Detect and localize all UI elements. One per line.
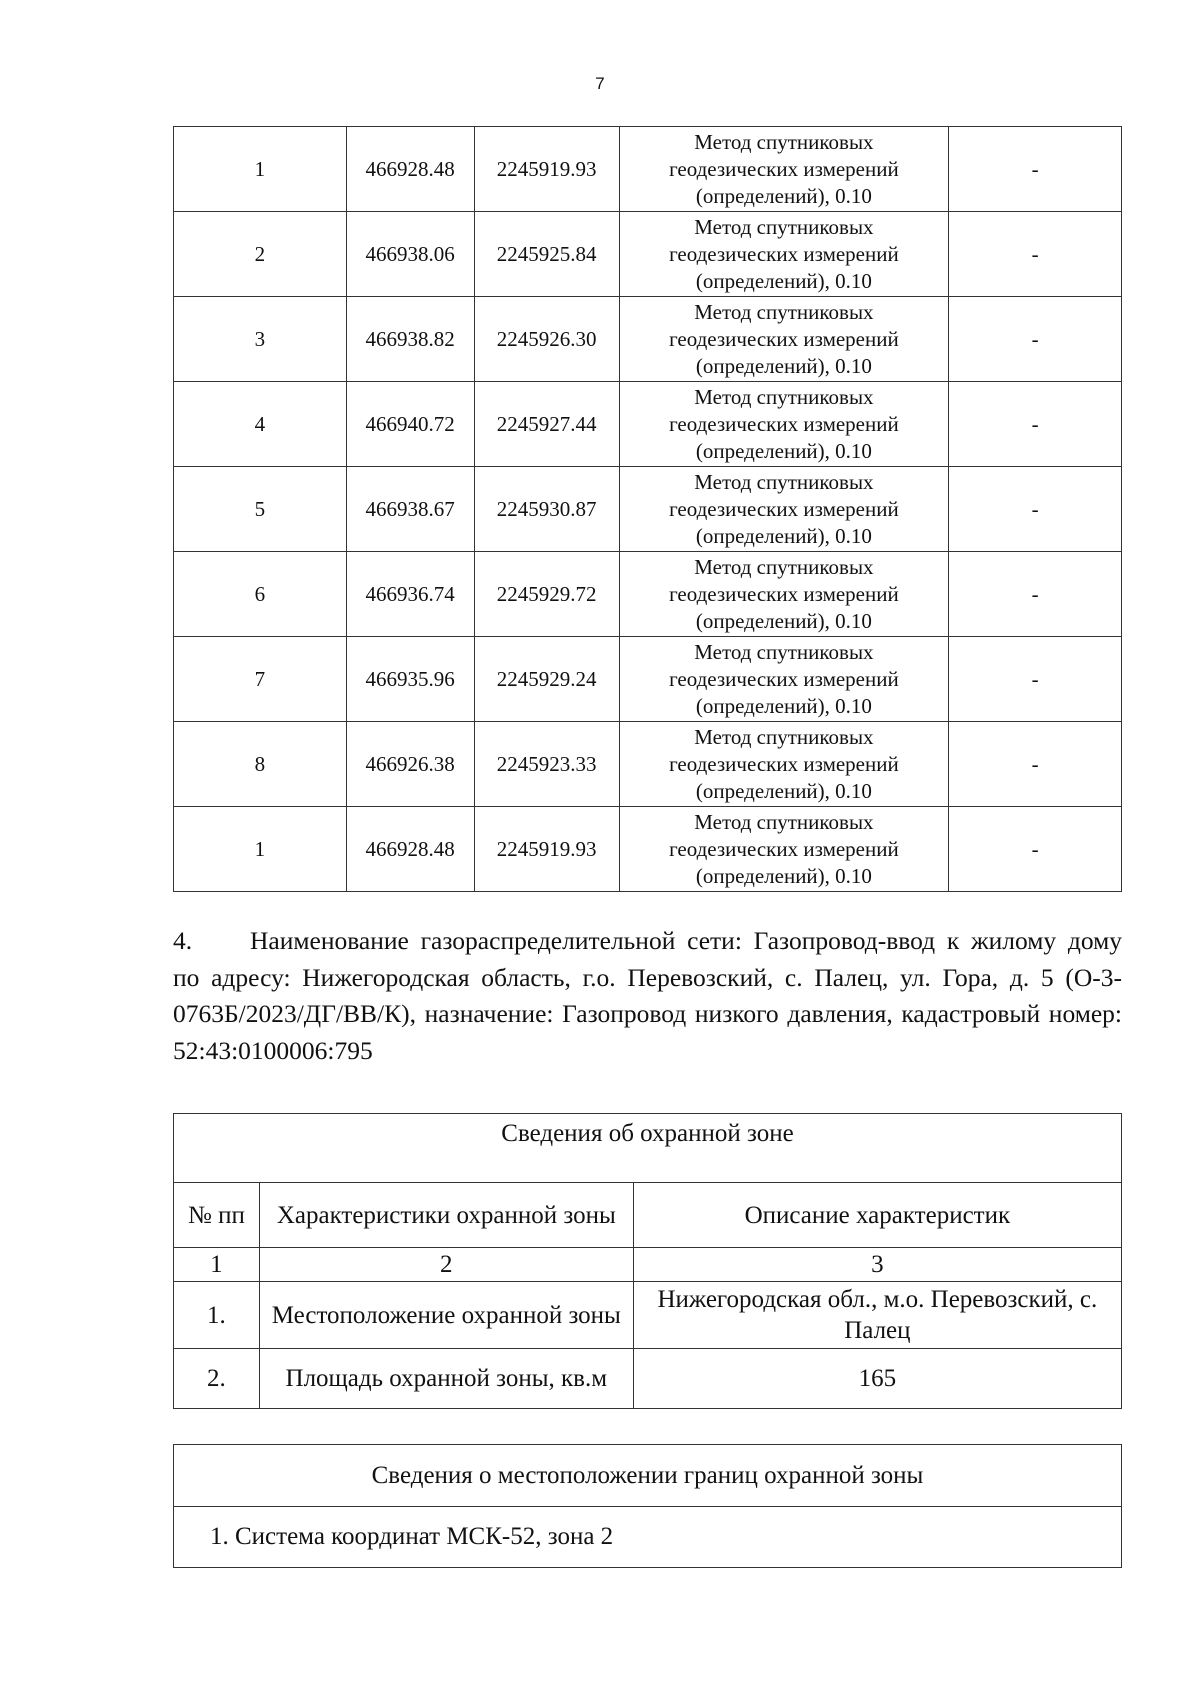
- note-cell: -: [949, 212, 1122, 297]
- protection-zone-table: [173, 1113, 1122, 1409]
- note-cell: -: [949, 637, 1122, 722]
- method-line: (определений), 0.10: [695, 778, 872, 803]
- y-coordinate-cell: 2245919.93: [474, 807, 619, 892]
- row-description: 165: [633, 1349, 1121, 1409]
- method-line: (определений), 0.10: [695, 693, 872, 718]
- section-number: 4.: [173, 926, 193, 955]
- method-line: Метод спутниковых: [694, 299, 874, 324]
- y-coordinate-cell: 2245929.24: [474, 637, 619, 722]
- method-line: геодезических измерений: [669, 411, 899, 436]
- point-number-cell: 1: [174, 127, 347, 212]
- method-line: Метод спутниковых: [694, 724, 874, 749]
- method-cell: [619, 382, 949, 467]
- method-line: Метод спутниковых: [694, 129, 874, 154]
- method-cell: [619, 807, 949, 892]
- method-cell: [619, 212, 949, 297]
- row-characteristic: Местоположение охранной зоны: [259, 1282, 633, 1349]
- method-line: (определений), 0.10: [695, 268, 872, 293]
- row-description: Нижегородская обл., м.о. Перевозский, с. Палец: [633, 1282, 1121, 1349]
- x-coordinate-cell: 466928.48: [346, 807, 474, 892]
- zone-boundaries-table: [173, 1444, 1122, 1568]
- coords-row: [174, 212, 1122, 297]
- row-num: 2.: [174, 1349, 260, 1409]
- method-line: геодезических измерений: [669, 326, 899, 351]
- x-coordinate-cell: 466938.06: [346, 212, 474, 297]
- note-cell: -: [949, 722, 1122, 807]
- x-coordinate-cell: 466926.38: [346, 722, 474, 807]
- coords-row: [174, 467, 1122, 552]
- coords-row: [174, 127, 1122, 212]
- method-line: (определений), 0.10: [695, 438, 872, 463]
- method-cell: [619, 297, 949, 382]
- y-coordinate-cell: 2245919.93: [474, 127, 619, 212]
- x-coordinate-cell: 466938.67: [346, 467, 474, 552]
- method-cell: [619, 722, 949, 807]
- method-cell: [619, 637, 949, 722]
- boundaries-title: Сведения о местоположении границ охранной зоны: [174, 1445, 1122, 1507]
- note-cell: -: [949, 127, 1122, 212]
- row-characteristic: Площадь охранной зоны, кв.м: [259, 1349, 633, 1409]
- page-number: 7: [595, 74, 605, 93]
- method-line: Метод спутниковых: [694, 554, 874, 579]
- x-coordinate-cell: 466938.82: [346, 297, 474, 382]
- coords-row: [174, 297, 1122, 382]
- method-line: геодезических измерений: [669, 666, 899, 691]
- y-coordinate-cell: 2245929.72: [474, 552, 619, 637]
- note-cell: -: [949, 807, 1122, 892]
- method-line: геодезических измерений: [669, 836, 899, 861]
- method-line: (определений), 0.10: [695, 863, 872, 888]
- coords-row: [174, 637, 1122, 722]
- index-cell: 2: [259, 1248, 633, 1282]
- y-coordinate-cell: 2245925.84: [474, 212, 619, 297]
- y-coordinate-cell: 2245926.30: [474, 297, 619, 382]
- method-line: геодезических измерений: [669, 496, 899, 521]
- point-number-cell: 8: [174, 722, 347, 807]
- method-cell: [619, 552, 949, 637]
- note-cell: -: [949, 297, 1122, 382]
- point-number-cell: 3: [174, 297, 347, 382]
- method-line: геодезических измерений: [669, 751, 899, 776]
- method-line: Метод спутниковых: [694, 214, 874, 239]
- method-line: (определений), 0.10: [695, 608, 872, 633]
- method-line: (определений), 0.10: [695, 523, 872, 548]
- y-coordinate-cell: 2245923.33: [474, 722, 619, 807]
- point-number-cell: 2: [174, 212, 347, 297]
- x-coordinate-cell: 466928.48: [346, 127, 474, 212]
- coords-row: [174, 382, 1122, 467]
- coordinate-system-item: 1. Система координат МСК-52, зона 2: [174, 1507, 1122, 1568]
- zone-table-title: Сведения об охранной зоне: [174, 1114, 1122, 1183]
- coords-row: [174, 722, 1122, 807]
- header-description: Описание характеристик: [633, 1183, 1121, 1248]
- method-cell: [619, 467, 949, 552]
- x-coordinate-cell: 466935.96: [346, 637, 474, 722]
- point-number-cell: 1: [174, 807, 347, 892]
- point-number-cell: 7: [174, 637, 347, 722]
- method-line: (определений), 0.10: [695, 183, 872, 208]
- x-coordinate-cell: 466936.74: [346, 552, 474, 637]
- point-number-cell: 4: [174, 382, 347, 467]
- method-line: Метод спутниковых: [694, 809, 874, 834]
- method-line: Метод спутниковых: [694, 639, 874, 664]
- coordinates-table: [173, 126, 1122, 892]
- coords-row: [174, 552, 1122, 637]
- header-num: № пп: [174, 1183, 260, 1248]
- header-characteristics: Характеристики охранной зоны: [259, 1183, 633, 1248]
- point-number-cell: 5: [174, 467, 347, 552]
- row-num: 1.: [174, 1282, 260, 1349]
- section-4-paragraph: [173, 923, 1122, 1069]
- coords-row: [174, 807, 1122, 892]
- x-coordinate-cell: 466940.72: [346, 382, 474, 467]
- index-cell: 1: [174, 1248, 260, 1282]
- section-text: Наименование газораспределительной сети: Газопровод-ввод к жилому дому по адресу: Нижегородская область, г.о. Перевозский, с. Палец, ул. Гора, д. 5 (О-3-0763Б/2023/ДГ/ВВ/К), назначение: Газопровод низкого давления, кадастровый номер: 52:43:0100006:795: [173, 926, 1122, 1065]
- y-coordinate-cell: 2245927.44: [474, 382, 619, 467]
- index-cell: 3: [633, 1248, 1121, 1282]
- method-line: Метод спутниковых: [694, 384, 874, 409]
- method-line: (определений), 0.10: [695, 353, 872, 378]
- y-coordinate-cell: 2245930.87: [474, 467, 619, 552]
- method-line: Метод спутниковых: [694, 469, 874, 494]
- method-line: геодезических измерений: [669, 581, 899, 606]
- point-number-cell: 6: [174, 552, 347, 637]
- note-cell: -: [949, 467, 1122, 552]
- method-cell: [619, 127, 949, 212]
- method-line: геодезических измерений: [669, 241, 899, 266]
- note-cell: -: [949, 382, 1122, 467]
- note-cell: -: [949, 552, 1122, 637]
- method-line: геодезических измерений: [669, 156, 899, 181]
